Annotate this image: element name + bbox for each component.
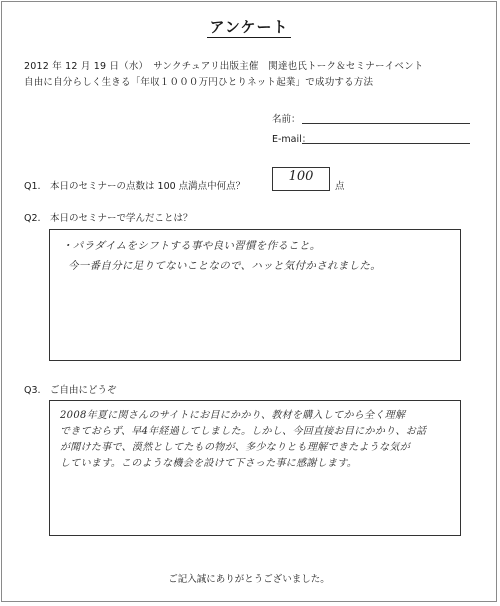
- email-field[interactable]: [302, 143, 470, 144]
- page-title: アンケート: [209, 18, 289, 36]
- q3-answer-line: 2008年夏に関さんのサイトにお目にかかり、教材を購入してから全く理解: [60, 410, 406, 421]
- q2-number: Q2.: [24, 213, 41, 224]
- name-label: 名前：: [272, 114, 301, 125]
- event-info-line: 2012 年 12 月 19 日（水） サンクチュアリ出版主催 関達也氏トーク＆セミナーイベント: [24, 61, 424, 72]
- q3-answer-line: できておらず、早4年経過してしました。しかし、今回直接お目にかかり、お話: [60, 426, 427, 437]
- q2-answer-line: ・パラダイムをシフトする事や良い習慣を作ること。: [62, 240, 321, 252]
- name-field[interactable]: [302, 123, 470, 124]
- thank-you-footer: ご記入誠にありがとうございました。: [168, 574, 330, 585]
- score-value: 100: [288, 169, 314, 184]
- survey-sheet: [1, 1, 497, 602]
- q1-text: 本日のセミナーの点数は 100 点満点中何点？: [50, 181, 246, 192]
- event-subtitle-line: 自由に自分らしく生きる「年収１０００万円ひとりネット起業」で成功する方法: [24, 77, 374, 88]
- q2-text: 本日のセミナーで学んだことは？: [50, 213, 193, 224]
- q1-number: Q1.: [24, 181, 41, 192]
- email-label: E-mail：: [272, 134, 312, 145]
- q2-question: [24, 210, 193, 224]
- q2-answer-line: 今一番自分に足りてないことなので、ハッと気付かされました。: [68, 260, 381, 272]
- q3-number: Q3.: [24, 385, 41, 396]
- q3-answer-line: が聞けた事で、漠然としてたもの物が、多少なりとも理解できたような気が: [60, 442, 410, 453]
- q1-question: [24, 178, 245, 192]
- q3-answer-line: しています。このような機会を設けて下さった事に感謝します。: [60, 458, 358, 469]
- q3-text: ご自由にどうぞ: [50, 385, 117, 396]
- score-unit: 点: [335, 181, 345, 192]
- q3-question: [24, 382, 117, 396]
